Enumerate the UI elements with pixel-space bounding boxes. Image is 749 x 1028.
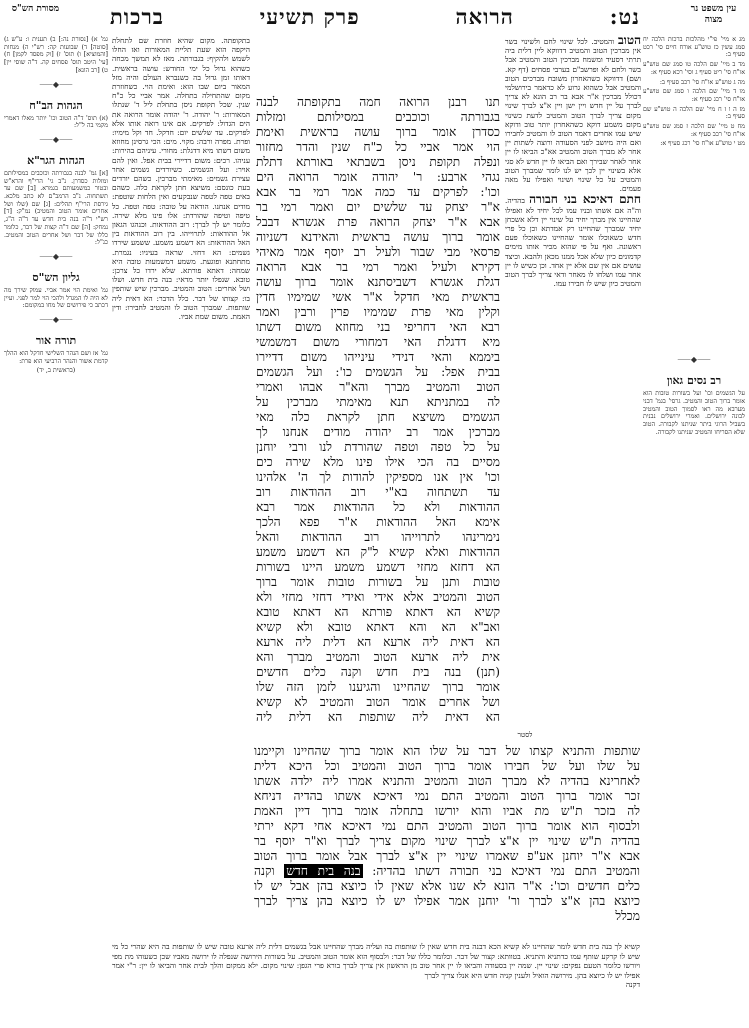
rav-nissim-title: רב נסים גאון (666, 374, 722, 388)
gemara-line: הא דאית ליה ארעא הא דלית ליה ארעא (256, 635, 500, 649)
ein-mishpat-entry: מה ג טוש"ע או"ח סי' רכב סעיף ב: (659, 78, 745, 86)
right-margin (643, 36, 745, 596)
gemara-line: ואב"א הא והא דאתא טובא ולא קשיא (256, 620, 500, 634)
ornament-divider: ⸺◆⸺ (39, 79, 73, 89)
gemara-line: בראשית מאי חדקל א"ר אשי שמימיו חדין (256, 290, 500, 304)
gemara-line: ושל אחרים אומר הטוב והמטיב לא קשיא (256, 695, 500, 709)
page-header (110, 2, 640, 32)
mishnah-highlight: בנה בית חדש (286, 864, 361, 878)
gemara-line: בגבורתה וכוכבים במסילותם ומזלות (256, 110, 500, 124)
gemara-line: קשיא הא דאתא פורתא הא דאתא טובא (256, 605, 500, 619)
gemara-line: הטוב והמטיב מברך והא"ר אבהו ואמרי (256, 380, 500, 394)
tractate-name: ברכות (110, 4, 164, 29)
gemara-line: נימרינהו לתרוייהו רוב ההודאות והאל (256, 530, 500, 544)
torah-or-title: תורה אור (35, 334, 77, 348)
ornament-divider: ⸺◆⸺ (677, 355, 711, 365)
gemara-line: וכו' אין אנו מספיקין להודות לך ה' אלהינו (256, 470, 500, 484)
gemara-line: פרסאי מבי שבור ולעיל רב יוסף אמר מאיהי (256, 245, 500, 259)
gemara-line: לה בזכר ת"ש מת אביו והוא יורשו בתחלה אומר ברוך דיין האמת (254, 804, 640, 818)
rashi-column (112, 36, 250, 932)
mesoret-hashas-text: גמ' א) [נסורת נה:] ב) תענית ו: ע"ש ג) [סוטה] ד) שבועות קה: רש"י ה) מנחות [והמוציא] ו) תוס' ז) [וק מפסד לקמן] ח) [עי' היטב תוס' פסחים קה. ד"ה שוסי יין] ט) [רב הונא] (4, 36, 108, 74)
gemara-line: נגהי ארבע: ר' יהודה אומר הרואה הים (256, 170, 500, 184)
gemara-line: ביממא והאי דנידי עינייהו משום דדיירו (256, 350, 500, 364)
gilyon-hashas-text: גמ' ואימת הוי אמר אביי. עמוק שירך מה לא היה לו המגדל ולהכי הוי למר לפני. ועיין דכתב כי פירושים של מחו במקומם: (4, 286, 108, 310)
gemara-line: לה במתניתא תנא מאימתי מברכין על (256, 395, 500, 409)
rashi-text: בתקופתה. מקום שהיא חוזרת שם לתחלת היקפה הוא שעת תליית המאורות ואז החלו לשמש ולהקיף: בגבורתה. מאז לא תמשך מכחה כשהוא גדול כל ימי החודש: עושה בראשית. דאותו זמן גדול בה כשנברא העולם והיה מזל המאור ביום שבו הוא: ואימת הוי. כשחוזרת מקום שהתחילה בתחלה. אמר אביי כל כ"ח שנין. שכל תקופת ניסן בתחלת ליל ד' שנתלו המאורות: ר' יהודה. ר' יהודה אומר הרואה את הים הגדול: לפרקים. אם אינו רואה אותו אלא לפרקים. עד שלשים יום: חדקל. חד וקל מימיו: ופרת. מפרה ורבה: מקוי. מים: הכי גרסינן מחוזא משום דשתו מיא דדגלת: מחורי. עיניהם בהירות: עניהו. רכים: משום דדיירי בבית אפל. ואין להם אויר: ועל הגשמים. כשיורדים גשמים אחר עצירת גשמים: מאימתי מברכין. כשהם יורדים בעת כונסם: משיצא חתן לקראת כלה. כשהם באים טפה לטפה שנבקעים ואין הלחות שוטפת: מודים אנחנו. הודאה על טובה: טפה וטפה. כל טיפה וטיפה שהורדת: אלו פינו מלא שירה. כלומר יש לך לברך: רוב ההודאות. וכנהגו הגאון אל ההודאות: לתרוייהו. בין רוב ההודאות בין האל ההודאות: הא דשמע משמע. ששמע שירדו גשמים: הא דחזי. שראה בעיניו: נגמרת. מתחתנא ופוגעת. משמע דמשמעות טובה היא שמחה: דאתא פורתא. שלא ירדו כל צרכן: טובא. שנפלו יותר מדאי: בנה בית חדש. ושלו ושל אחרים: הטוב והמטיב. מברכין שיש שותפין בו: קצותו של דבר. כלל הדבר: הא דאית ליה שותפות. שמברך הטוב לו והמטיב לחבירו: ודין האמת. משום שמת אביו. (112, 36, 250, 322)
side-note: לסטר (517, 731, 533, 739)
ornament-divider: ⸺◆⸺ (39, 251, 73, 261)
gemara-line: מיא דדגלת האי דמחורי משום דמשמשי (256, 335, 500, 349)
gemara-line: בהדיה ת"ש שינוי יין א"צ לברך שינוי מקום צריך לברך וא"ר יוסף בר (254, 834, 640, 848)
tosafot-text: והמטיב. לכל שינוי לחם ולשינוי בשר אין מברכין הטוב והמטיב דדווקא ליין דלית ביה תרתי דסעיד ומשמח מברכין הטוב והמטיב אבל בשר ולחם לא ופרשב"ם בערבי פסחים (דף קא. ושם) דדווקא כשהאחרון משובח מברכים הטוב והמטיב אבל כשהוא גרוע לא כדאמר בירושלמי דכולל מברכין א"ר אבא בר רב הונא לא צריך לברך על יין חדש ויין ישן ויין א"צ לברך שינוי מקום צריך לברך הטוב והמטיב לדעת כשינוי מקום משמע דוקא כשהאחרון יותר טוב ודוקא שיש עמו אחרים דאמר הטוב לו והמטיב לחבירו ואם היה מיושב לפני הסעודה ורוצה לשתות יין אחר לא מברך הטוב והמטיב אא"כ הביאו לו יין אחר לאחר שבירך ואם הביאו לו יין חדש לא סגי אלא בשינוי יין לכך יש לנו לומר שמברך הטוב והמטיב על כל שינוי ושינוי ואפילו על מאה פעמים. (505, 37, 641, 194)
gemara-line: אומר ברוך עושה בראשית והאידנא דשניוה (256, 230, 500, 244)
gemara-wide-lines (254, 744, 640, 864)
gemara-line: זכר אומר ברוך הטוב והמטיב התם נמי דאיכא אשתו בהדיה דניחא (254, 789, 640, 803)
gemara-text: והמטיב התם נמי דאיכא בני חבורה דשתו בהדיה: (372, 864, 640, 878)
gemara-line: כיוצא בהן א"צ לברך ור' יוחנן אמר אפילו יש לו כיוצא בהן צריך לברך (254, 894, 640, 908)
gemara-line: דקירא ולעיל ואמר רמי בר אבא הרואה (256, 260, 500, 274)
gemara-line: אבא א"ר יצחק הרואה פרת אגשרא דבבל (256, 215, 500, 229)
tosafot-top-spacer (255, 36, 503, 92)
gemara-line: כסדרן אומר ברוך עושה בראשית ואימת (256, 125, 500, 139)
ein-mishpat-entry: מז ה ו ז ח מיי' שם הלכה ה טוש"ע שם סעיף ב: (643, 105, 745, 121)
gemara-line: כלים חדשים וכו': א"ר הונא לא שנו אלא שאין לו כיוצא בהן אבל יש לו (254, 879, 640, 893)
gemara-line: שותפות והתניא קצתו של דבר על שלו הוא אומר ברוך שהחיינו וקיימנו (254, 744, 640, 758)
gemara-line: א"ר יצחק עד שלשים יום ואמר רמי בר (256, 200, 500, 214)
hagahot-gra-title: הגהות הגר"א (27, 153, 85, 167)
gemara-line: מברכין אמר רב יהודה מודים אנחנו לך (256, 425, 500, 439)
rashi-bottom (112, 942, 640, 1024)
left-margin (4, 36, 108, 596)
gemara-line: וכו': לפרקים עד כמה אמר רמי בר אבא (256, 185, 500, 199)
gemara-text: וקנה (254, 864, 275, 878)
gemara-catchword: מכלל (615, 909, 640, 923)
gemara-line: מסיים בה הכי אילו פינו מלא שירה כים (256, 455, 500, 469)
ein-mishpat-entry: מו ד מיי' שם הלכה ו סמג שם טוש"ע או"ח סי' רכג סעיף א: (643, 88, 745, 103)
tosafot-second-lead: חתם דאיכא בני חבורה (529, 192, 641, 207)
gemara-narrow-block (256, 95, 500, 741)
gemara-line: אבא א"ר יוחנן אע"פ שאמרו שינוי יין א"צ לברך אבל אומר ברוך הטוב (254, 849, 640, 863)
gemara-line: הטוב והמטיב אלא אידי ואידי דחזי מחזי ולא (256, 590, 500, 604)
gemara-lines (256, 95, 500, 725)
gemara-line: הא דחזא מחזי דשמע משמע היינו בשורות (256, 560, 500, 574)
gemara-line: (תנן) בנה בית חדש וקנה כלים חדשים (256, 665, 500, 679)
gilyon-hashas-title: גליון הש"ס (32, 270, 80, 284)
tosafot-lead-word: הטוב (617, 36, 641, 47)
gemara-wide-block (254, 744, 640, 940)
ornament-divider: ⸺◆⸺ (39, 315, 73, 325)
gemara-line: ונפלה תקופת ניסן בשבתאי באורתא דתלת (256, 155, 500, 169)
gemara-line: בבית אפל: על הגשמים כו': ועל הגשמים (256, 365, 500, 379)
gemara-line: לאחרינא בהדיה לא מברך הטוב והמטיב והתניא אמרו ליה ילדה אשתו (254, 774, 640, 788)
ein-mishpat-entry: מד ב מיי' שם הלכה טו סמג שם טוש"ע או"ח סי' ריט סעיף ג וסי' רכא סעיף א: (643, 61, 745, 76)
gemara-line: הוי אמר אביי כל כ"ח שנין והדר מחזור (256, 140, 500, 154)
gemara-line: הא דאית ליה שותפות הא דלית ליה (256, 710, 500, 724)
chapter-name: הרואה (455, 4, 514, 29)
rashi-bottom-text: קשיא לך בנה בית חדש לומר שהחיינו לא קשיא הכא דבנה בית חדש שאין לו שותפות בה ועליה מברך שהחיינו אבל בגשמים דלית ליה ארעא טובה שיש לו שותפות בה היא שהרי כל מי שיש לו קרקע שותף עמו כדתניא והתניא. בטוותא: קצור של דבר. וכלומר כללו של דבר: ולבסוף הוא אומר הטוב והמטיב. על בשורות הירושה שנפלה לו ירושה מאביו שכן כשעוהו מת מפי ויורשו כלומר הטעם נפקים: שינוי יין. שמה יין בסעודה והביאו לו יין אחר טוב מן הראשון אין צריך לברך בורא פרי הגפן: שינוי מקום. ילא ממקום והלך לבית אחר והביאו לו יין: ר"י אמר אפילו יש לו כיוצא בהן. מירושה הואיל ולענין קניה חדש היא אנלו צריך לברך (112, 942, 640, 980)
hagahot-bach-text: (א) תוס' ד"ה הטוב וכו' יותר מאלו דאמרי מקמי בה ל"ל: (4, 114, 108, 130)
hagahot-gra-text: [א] גמ' לבנה בגבורתה וכוכבים במסילותם ומזלות כסדרן. נ"ב גי' הרי"ף והרא"ש ובטור כמשמעותם בגמרא. [ב] שם עד תשתחוה. נ"ב הרמב"ם לא כתב מלכא. גירסת הרי"ף תהלים: [ג] שם (שלו ושל אחרים אומר הטוב והמטיב) נמ"ק: [ד] רש"י ד"ה בנה בית חדש עד ד"ה ה"ג, נמחק: [ה] שם ד"ה קצות של דבר, כלומר כללו של דבר ושל אחרים הטוב והמטיב. כנ"ל: (4, 169, 108, 247)
gemara-line: ההודאות ואלא קשיא ל"ק הא דשמע משמע (256, 545, 500, 559)
daf-number: נט: (609, 4, 640, 29)
gemara-line: על כל טפה וטפה שהורדת לנו ורבי יוחנן (256, 440, 500, 454)
gemara-line: תנו רבנן הרואה חמה בתקופתה לבנה (256, 95, 500, 109)
ein-mishpat-entry: מג א מיי' פי"י מהלכות ברכות הלכה יח סמג עשין כז טוש"ע אורח חיים סי' רכט סעיף ב: (643, 36, 745, 59)
gemara-line: הגשמים משיצא חתן לקראת כלה מאי (256, 410, 500, 424)
torah-or-text: גמ' אז ושם הנהר השלישי חדקל הוא ההלך קדמת אשור והנהר הרביעי הוא פרת: (4, 350, 108, 365)
gemara-line: על שלו ועל של חבירו אומר ברוך הטוב והמטיב וכל היכא דלית (254, 759, 640, 773)
gemara-highlight-line (254, 864, 640, 879)
ein-mishpat-entry: מח ט מיי' שם הלכה ז סמג שם טוש"ע או"ח סי' רכב סעיף א: (643, 123, 745, 138)
gemara-line: אימא האל ההודאות א"ר פפא הלכך (256, 515, 500, 529)
tosafot-second-text: בהדיה. וה"ה אם אשתו ובניו עמו לכל יחיד לא ואפילו שהחיינו אין מברך יחיד על שינוי יין דלא אשכחן יחיד שמברך שהחיינו רק אמדתא וכן כל פרי חדש כשאוכלו אומר שהחיינו כשאוכלו פעם ראשונה. ואף על פי שהוא מכיר אותו מימים קדמונים כיון שלא אכל ממנו מכאן ולהבא. וכיצד עושים אם אין שם אלא יין אחד. וכן כשיש לו יין אחר עמו ושלחו לו מאחר ודאי צריך לברך הטוב והמטיב כיון שיש לו חבירו עמו. (505, 196, 641, 289)
ein-mishpat-list (643, 36, 745, 148)
ornament-divider: ⸺◆⸺ (39, 134, 73, 144)
rav-nissim-text: על הגשמים וכו' ועל בשורות טובות הוא אומר ברוך הטוב והמטיב. גרסי' בגמ' דבני מערבא מה ראו לסמוך הטוב והמטיב לבונה ירושלים. ואמרי ירושלים נבנית בשביל הרוגי ביתר שניתנו לקבורה. הטוב שלא הסריחו והמטיב שניתנו לקבורה. (643, 390, 745, 436)
ein-mishpat-entry: מט י טוש"ע או"ח סי' רכג סעיף א: (660, 140, 745, 148)
mesoret-label: מסורת הש"ס (11, 4, 60, 14)
gemara-line: ולבסוף הוא אומר ברוך הטוב והמטיב התם נמי דאיכא אחי דקא ירתי (254, 819, 640, 833)
chapter-label: פרק תשיעי (259, 4, 360, 29)
gemara-line: אית ליה ארעא הטוב והמטיב מברך והא (256, 650, 500, 664)
tosafot-column (505, 36, 641, 736)
gemara-line: רבא האי דחריפי בני מחוזא משום דשתו (256, 320, 500, 334)
gemara-line: דגלת אגשרא דשביסתנא אומר ברוך עושה (256, 275, 500, 289)
ein-mishpat-label: עין משפט נר מצוה (690, 4, 737, 25)
gemara-line: עד תשתחוה בא"י רוב ההודאות רוב (256, 485, 500, 499)
gemara-line: אומר ברוך שהחיינו והגיענו לזמן הזה שלו (256, 680, 500, 694)
ein-mishpat-header (686, 4, 741, 26)
torah-or-ref: (בראשית ב, יד) (36, 367, 76, 375)
mesoret-header (8, 4, 63, 15)
rashi-catchword: דקנה (625, 980, 640, 990)
gemara-line: טובות ותנן על בשורות טובות אומר ברוך (256, 575, 500, 589)
hagahot-bach-title: הגהות הב"ח (29, 98, 83, 112)
gemara-line: ההודאות ולא כל ההודאות אמר רבא (256, 500, 500, 514)
gemara-line: וקלין מאי פרת שמימיו פרין ורבין ואמר (256, 305, 500, 319)
